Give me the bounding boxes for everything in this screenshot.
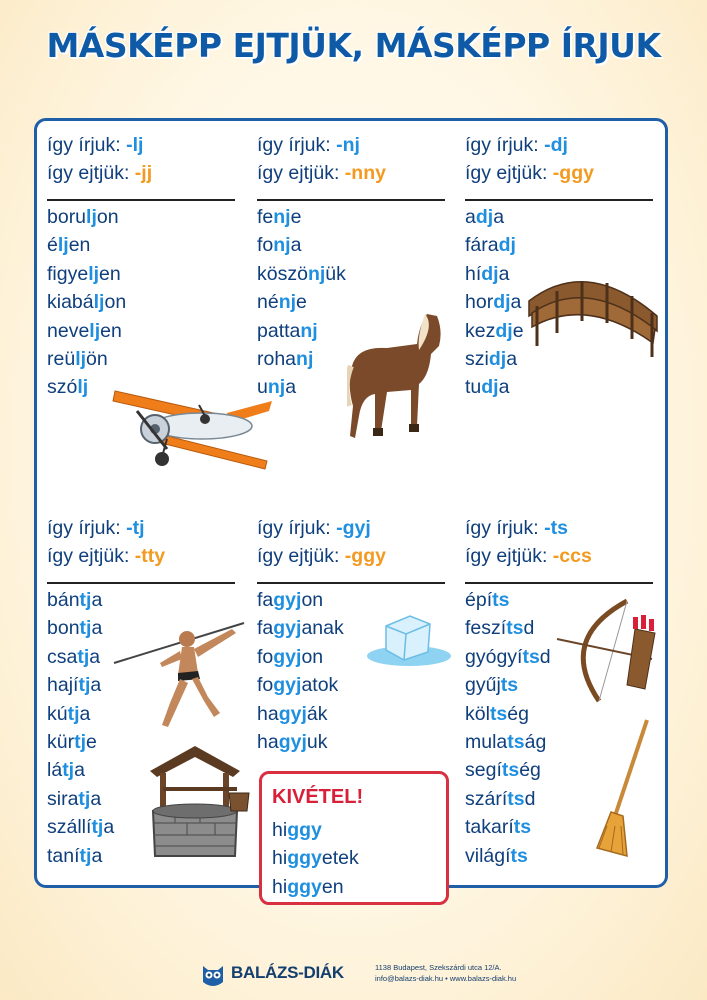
word-item: feszítsd bbox=[465, 617, 535, 640]
broom-icon bbox=[577, 716, 657, 866]
written-form-label: így írjuk: -ts bbox=[465, 517, 568, 539]
javelin-thrower-icon bbox=[112, 613, 247, 733]
word-item: szárítsd bbox=[465, 787, 536, 810]
exception-title: KIVÉTEL! bbox=[272, 786, 364, 808]
horse-icon bbox=[347, 306, 447, 446]
spoken-form-label: így ejtjük: -ggy bbox=[257, 545, 386, 567]
written-suffix: -gyj bbox=[336, 517, 371, 539]
spoken-suffix: -ccs bbox=[552, 545, 592, 567]
word-item: fonja bbox=[257, 234, 302, 257]
word-list bbox=[257, 586, 344, 756]
written-suffix: -lj bbox=[126, 134, 144, 156]
written-suffix: -ts bbox=[544, 517, 568, 539]
written-form-label: így írjuk: -lj bbox=[47, 134, 144, 156]
word-item: világíts bbox=[465, 844, 528, 867]
word-item: boruljon bbox=[47, 206, 119, 228]
exception-box bbox=[259, 771, 449, 905]
spoken-suffix: -nny bbox=[344, 162, 386, 184]
word-item: építs bbox=[465, 589, 510, 611]
written-suffix: -dj bbox=[544, 134, 568, 156]
divider bbox=[47, 199, 235, 201]
word-item: segítség bbox=[465, 759, 541, 782]
exception-word: higgyen bbox=[272, 875, 344, 898]
spoken-form-label: így ejtjük: -nny bbox=[257, 162, 386, 184]
word-item: fagyjanak bbox=[257, 617, 344, 640]
word-item: fogyjatok bbox=[257, 674, 339, 697]
word-item: szólj bbox=[47, 376, 89, 399]
word-item: pattanj bbox=[257, 319, 318, 342]
word-list bbox=[465, 203, 524, 402]
written-form-label: így írjuk: -gyj bbox=[257, 517, 371, 539]
footer-address bbox=[375, 962, 516, 984]
word-item: fagyjon bbox=[257, 589, 324, 611]
divider bbox=[465, 199, 653, 201]
exception-word-list bbox=[272, 816, 359, 901]
word-item: bántja bbox=[47, 589, 103, 611]
word-item: hagyjuk bbox=[257, 731, 328, 754]
written-form-label: így írjuk: -dj bbox=[465, 134, 568, 156]
written-form-label: így írjuk: -nj bbox=[257, 134, 360, 156]
spoken-form-label: így ejtjük: -tty bbox=[47, 545, 166, 567]
word-item: köszönjük bbox=[257, 262, 346, 285]
word-item: fogyjon bbox=[257, 645, 324, 668]
exception-word: higgy bbox=[272, 819, 322, 841]
bow-icon bbox=[547, 599, 662, 704]
word-item: reüljön bbox=[47, 348, 108, 371]
ice-cube-icon bbox=[364, 608, 454, 668]
word-item: figyeljen bbox=[47, 262, 121, 285]
word-item: gyűjts bbox=[465, 674, 519, 697]
word-list bbox=[465, 586, 551, 870]
written-suffix: -tj bbox=[126, 517, 145, 539]
address-line: 1138 Budapest, Szekszárdi utca 12/A. bbox=[375, 963, 502, 972]
word-item: hagyják bbox=[257, 702, 328, 725]
word-item: kürtje bbox=[47, 731, 97, 754]
bridge-icon bbox=[527, 261, 662, 361]
exception-word: higgyetek bbox=[272, 847, 359, 870]
word-list bbox=[47, 586, 114, 870]
spoken-form-label: így ejtjük: -ccs bbox=[465, 545, 592, 567]
word-item: csatja bbox=[47, 645, 101, 668]
owl-logo-icon bbox=[201, 962, 225, 988]
word-item: látja bbox=[47, 759, 85, 782]
word-item: költség bbox=[465, 702, 529, 725]
word-item: éljen bbox=[47, 234, 91, 257]
word-item: takaríts bbox=[465, 816, 532, 839]
contact-line: info@balazs-diak.hu • www.balazs-diak.hu bbox=[375, 974, 517, 983]
word-item: neveljen bbox=[47, 319, 122, 342]
airplane-icon bbox=[107, 371, 277, 471]
well-icon bbox=[145, 741, 255, 861]
word-item: kezdje bbox=[465, 319, 524, 342]
content-panel bbox=[34, 118, 668, 898]
divider bbox=[257, 582, 445, 584]
divider bbox=[465, 582, 653, 584]
word-item: kiabáljon bbox=[47, 291, 127, 314]
word-item: hordja bbox=[465, 291, 522, 314]
word-item: kútja bbox=[47, 702, 91, 725]
word-item: szidja bbox=[465, 348, 518, 371]
spoken-form-label: így ejtjük: -ggy bbox=[465, 162, 594, 184]
word-item: tudja bbox=[465, 376, 510, 399]
spoken-form-label: így ejtjük: -jj bbox=[47, 162, 153, 184]
spoken-suffix: -ggy bbox=[344, 545, 386, 567]
word-item: hajítja bbox=[47, 674, 102, 697]
spoken-suffix: -jj bbox=[134, 162, 153, 184]
word-item: gyógyítsd bbox=[465, 645, 551, 668]
word-item: bontja bbox=[47, 617, 103, 640]
divider bbox=[47, 582, 235, 584]
written-form-label: így írjuk: -tj bbox=[47, 517, 145, 539]
word-item: tanítja bbox=[47, 844, 103, 867]
word-item: mulatság bbox=[465, 731, 547, 754]
word-item: siratja bbox=[47, 787, 102, 810]
word-item: szállítja bbox=[47, 816, 115, 839]
spoken-suffix: -tty bbox=[134, 545, 166, 567]
word-item: rohanj bbox=[257, 348, 314, 371]
word-item: nénje bbox=[257, 291, 307, 314]
word-item: fenje bbox=[257, 206, 302, 228]
word-item: unja bbox=[257, 376, 297, 399]
written-suffix: -nj bbox=[336, 134, 360, 156]
divider bbox=[257, 199, 445, 201]
page-title: MÁSKÉPP EJTJÜK, MÁSKÉPP ÍRJUK bbox=[46, 26, 661, 65]
spoken-suffix: -ggy bbox=[552, 162, 594, 184]
brand-name: BALÁZS-DIÁK bbox=[231, 963, 344, 982]
word-item: fáradj bbox=[465, 234, 516, 257]
word-item: hídja bbox=[465, 262, 510, 285]
word-item: adja bbox=[465, 206, 505, 228]
